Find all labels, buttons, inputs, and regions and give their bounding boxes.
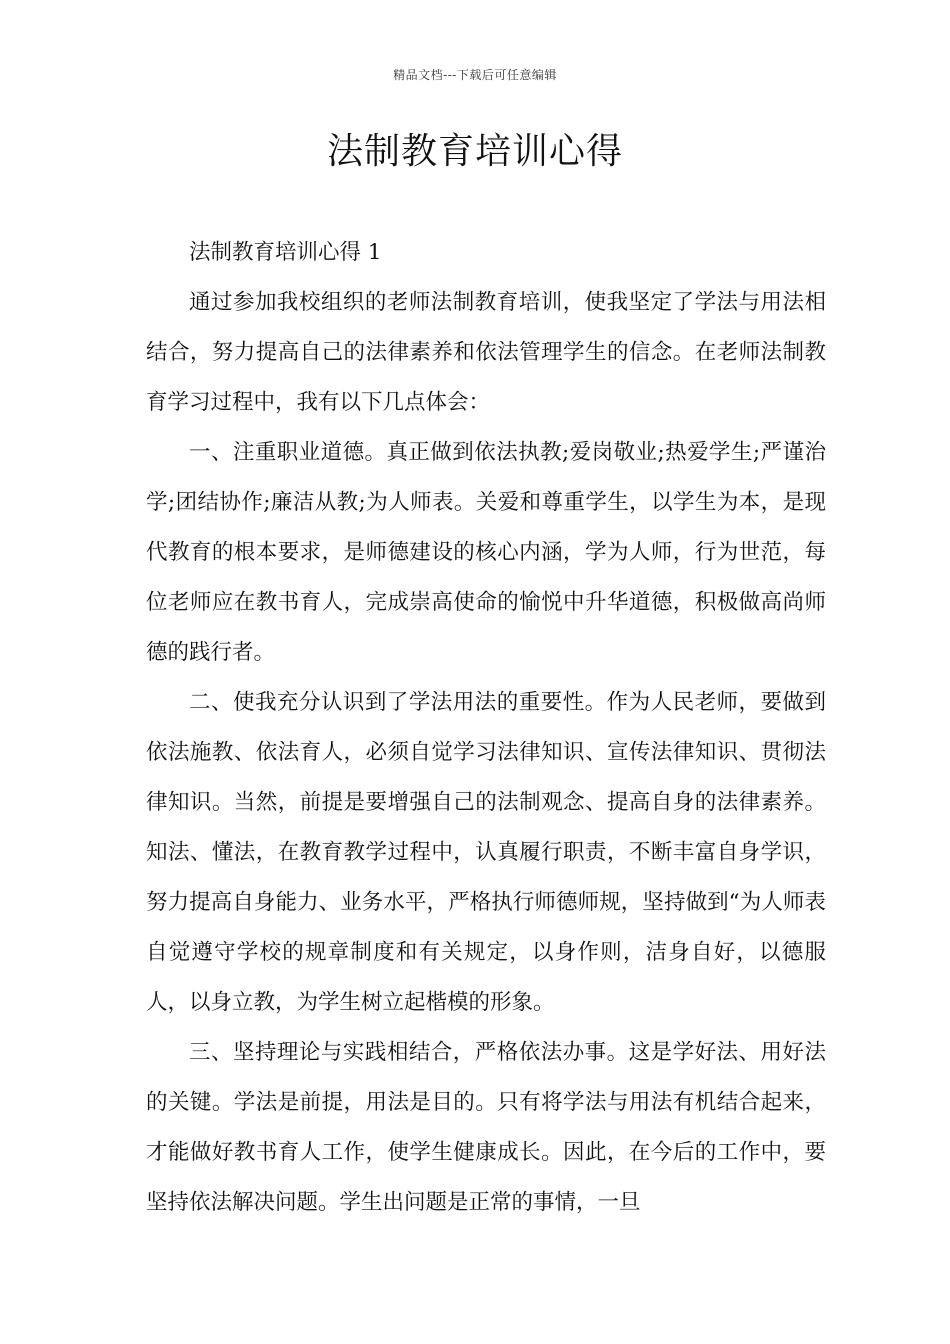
header-note: 精品文档---下载后可任意编辑 — [393, 68, 557, 82]
paragraph-point-two: 二、使我充分认识到了学法用法的重要性。作为人民老师，要做到依法施教、依法育人，必须自觉学习法律知识、宣传法律知识、贯彻法律知识。当然，前提是要增强自己的法制观念、提高自身的法律素养。知法、懂法，在教育教学过程中，认真履行职责，不断丰富自身学识，努力提高自身能力、业务水平，严格执行师德师规，坚持做到“为人师表自觉遵守学校的规章制度和有关规定，以身作则，洁身自好，以德服人，以身立教，为学生树立起楷模的形象。 — [146, 690, 826, 1015]
section-subheading: 法制教育培训心得 1 — [189, 240, 382, 265]
paragraph-intro: 通过参加我校组织的老师法制教育培训，使我坚定了学法与用法相结合，努力提高自己的法律素养和依法管理学生的信念。在老师法制教育学习过程中，我有以下几点体会： — [146, 290, 826, 415]
document-title: 法制教育培训心得 — [326, 131, 623, 172]
document-body — [146, 228, 826, 1228]
paragraph-point-one: 一、注重职业道德。真正做到依法执教;爱岗敬业;热爱学生;严谨治学;团结协作;廉洁从教;为人师表。关爱和尊重学生，以学生为本，是现代教育的根本要求，是师德建设的核心内涵，学为人师，行为世范，每位老师应在教书育人，完成崇高使命的愉悦中升华道德，积极做高尚师德的践行者。 — [146, 440, 826, 665]
paragraph-point-three: 三、坚持理论与实践相结合，严格依法办事。这是学好法、用好法的关键。学法是前提，用法是目的。只有将学法与用法有机结合起来，才能做好教书育人工作，使学生健康成长。因此，在今后的工作中，要坚持依法解决问题。学生出问题是正常的事情，一旦 — [146, 1040, 826, 1215]
